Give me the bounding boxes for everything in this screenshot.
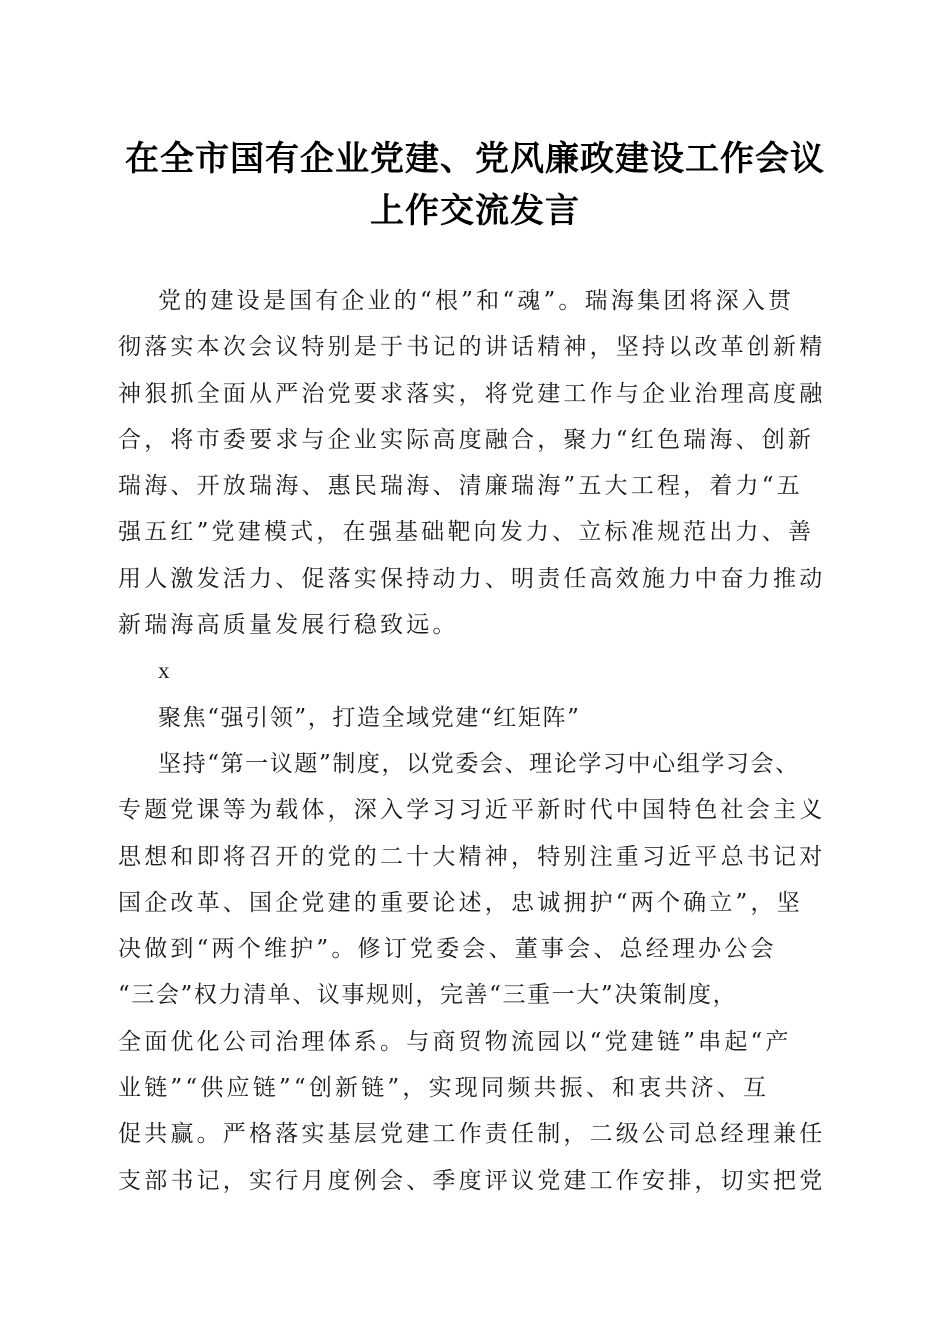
- title-line-1: 在全市国有企业党建、党风廉政建设工作会议: [125, 139, 825, 179]
- paragraph-line: 国企改革、国企党建的重要论述，忠诚拥护“两个确立”，坚: [118, 889, 803, 916]
- paragraph-line: 强五红”党建模式，在强基础靶向发力、立标准规范出力、善: [118, 519, 815, 546]
- document-title: [60, 133, 890, 237]
- paragraph-line: 新瑞海高质量发展行稳致远。: [118, 612, 459, 639]
- paragraph-line: 专题党课等为载体，深入学习习近平新时代中国特色社会主义: [118, 797, 826, 824]
- paragraph-line: 思想和即将召开的党的二十大精神，特别注重习近平总书记对: [118, 843, 826, 870]
- paragraph-1: [118, 278, 838, 648]
- title-line-2: 上作交流发言: [370, 191, 580, 231]
- paragraph-line: 神狠抓全面从严治党要求落实，将党建工作与企业治理高度融: [118, 380, 826, 407]
- paragraph-line: 彻落实本次会议特别是于书记的讲话精神，坚持以改革创新精: [118, 334, 826, 361]
- paragraph-line: 全面优化公司治理体系。与商贸物流园以“党建链”串起“产: [118, 1028, 792, 1055]
- paragraph-line: 用人激发活力、促落实保持动力、明责任高效施力中奋力推动: [118, 565, 826, 592]
- paragraph-line: 合，将市委要求与企业实际高度融合，聚力“红色瑞海、创新: [118, 426, 815, 453]
- section-marker: x: [158, 658, 173, 684]
- document-body: [118, 278, 838, 1204]
- paragraph-line: 业链”“供应链”“创新链”，实现同频共振、和衷共济、互: [118, 1075, 770, 1102]
- paragraph-line: 党的建设是国有企业的“根”和“魂”。瑞海集团将深入贯: [158, 288, 795, 314]
- paragraph-line: “三会”权力清单、议事规则，完善“三重一大”决策制度，: [118, 982, 738, 1009]
- section-heading: 聚焦“强引领”，打造全域党建“红矩阵”: [158, 704, 581, 731]
- paragraph-2: [118, 741, 838, 1204]
- paragraph-line: 坚持“第一议题”制度，以党委会、理论学习中心组学习会、: [158, 750, 800, 777]
- paragraph-line: 瑞海、开放瑞海、惠民瑞海、清廉瑞海”五大工程，着力“五: [118, 473, 803, 500]
- paragraph-line: 促共赢。严格落实基层党建工作责任制，二级公司总经理兼任: [118, 1121, 826, 1148]
- paragraph-line: 支部书记，实行月度例会、季度评议党建工作安排，切实把党: [118, 1167, 826, 1194]
- paragraph-line: 决做到“两个维护”。修订党委会、董事会、总经理办公会: [118, 936, 777, 963]
